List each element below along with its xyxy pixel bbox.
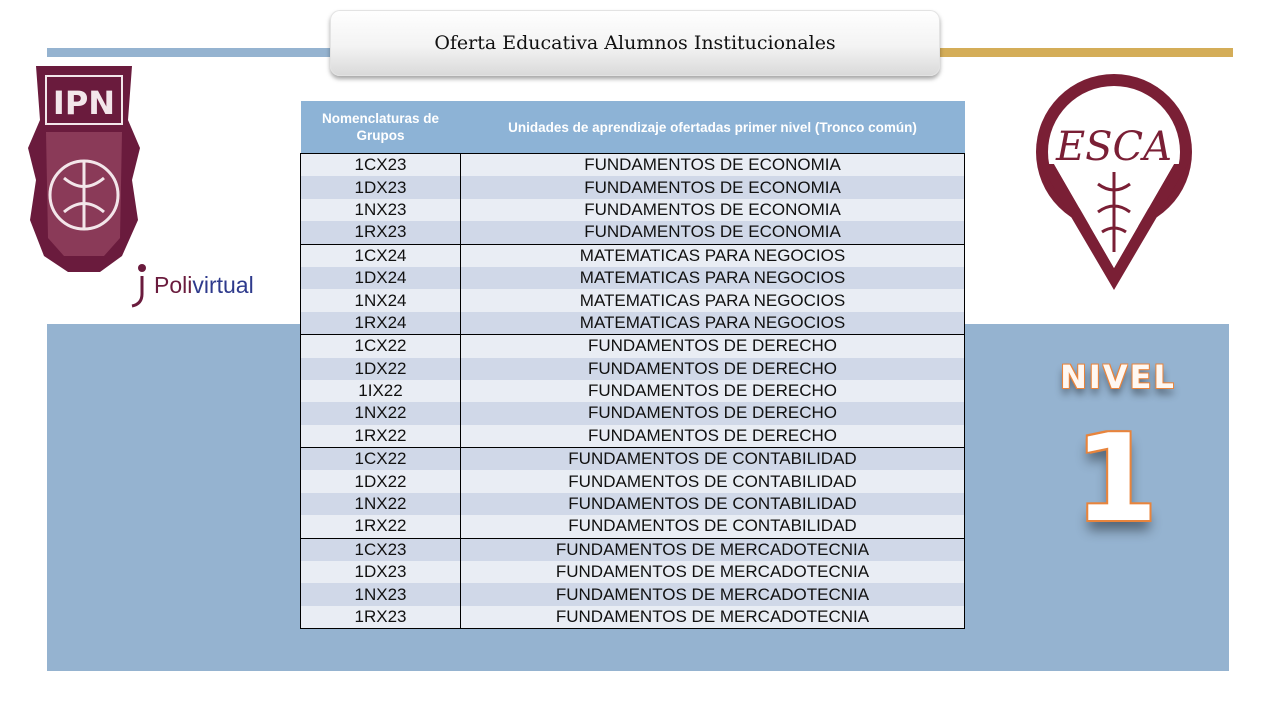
table-row (301, 493, 965, 515)
subject-cell: FUNDAMENTOS DE MERCADOTECNIA (461, 583, 965, 605)
level-label: NIVEL (1060, 358, 1176, 396)
table-row (301, 199, 965, 221)
table-row (301, 312, 965, 335)
group-code-cell: 1DX22 (301, 470, 461, 492)
subject-cell: FUNDAMENTOS DE CONTABILIDAD (461, 448, 965, 471)
table-row (301, 448, 965, 471)
group-code-cell: 1NX23 (301, 199, 461, 221)
group-code-cell: 1CX22 (301, 448, 461, 471)
group-code-cell: 1NX22 (301, 493, 461, 515)
subject-cell: FUNDAMENTOS DE ECONOMIA (461, 221, 965, 244)
group-code-cell: 1NX22 (301, 402, 461, 424)
group-code-cell: 1NX24 (301, 289, 461, 311)
group-code-cell: 1CX22 (301, 335, 461, 358)
table-body (301, 154, 965, 629)
subject-cell: FUNDAMENTOS DE ECONOMIA (461, 154, 965, 177)
subject-cell: MATEMATICAS PARA NEGOCIOS (461, 267, 965, 289)
group-code-cell: 1DX22 (301, 358, 461, 380)
group-code-cell: 1RX22 (301, 515, 461, 538)
group-code-cell: 1CX23 (301, 538, 461, 561)
groups-table-wrapper (300, 101, 965, 629)
group-code-cell: 1RX22 (301, 425, 461, 448)
subject-cell: FUNDAMENTOS DE DERECHO (461, 358, 965, 380)
table-row (301, 358, 965, 380)
group-code-cell: 1DX23 (301, 561, 461, 583)
esca-logo-icon (1028, 72, 1200, 294)
group-code-cell: 1IX22 (301, 380, 461, 402)
groups-table (300, 101, 965, 629)
subject-cell: FUNDAMENTOS DE CONTABILIDAD (461, 515, 965, 538)
subject-cell: FUNDAMENTOS DE MERCADOTECNIA (461, 606, 965, 629)
table-row (301, 538, 965, 561)
subject-cell: FUNDAMENTOS DE DERECHO (461, 425, 965, 448)
table-row (301, 244, 965, 267)
polivirtual-mark-icon (128, 262, 150, 308)
subject-cell: FUNDAMENTOS DE DERECHO (461, 380, 965, 402)
level-number: 1 (1074, 410, 1158, 549)
table-row (301, 425, 965, 448)
group-code-cell: 1NX23 (301, 583, 461, 605)
header-groups: Nomenclaturas de Grupos (301, 101, 461, 154)
subject-cell: FUNDAMENTOS DE CONTABILIDAD (461, 470, 965, 492)
group-code-cell: 1CX24 (301, 244, 461, 267)
title-rule-right (938, 48, 1233, 57)
table-row (301, 380, 965, 402)
group-code-cell: 1RX23 (301, 221, 461, 244)
title-banner (330, 10, 940, 76)
table-row (301, 515, 965, 538)
page-title: Oferta Educativa Alumnos Institucionales (434, 32, 836, 54)
group-code-cell: 1DX23 (301, 176, 461, 198)
polivirtual-logo (128, 262, 278, 308)
subject-cell: MATEMATICAS PARA NEGOCIOS (461, 289, 965, 311)
polivirtual-text: Polivirtual (154, 271, 254, 298)
subject-cell: FUNDAMENTOS DE CONTABILIDAD (461, 493, 965, 515)
subject-cell: FUNDAMENTOS DE MERCADOTECNIA (461, 538, 965, 561)
group-code-cell: 1CX23 (301, 154, 461, 177)
table-row (301, 402, 965, 424)
table-row (301, 154, 965, 177)
table-row (301, 335, 965, 358)
table-row (301, 606, 965, 629)
title-rule-left (47, 48, 335, 57)
subject-cell: MATEMATICAS PARA NEGOCIOS (461, 244, 965, 267)
subject-cell: FUNDAMENTOS DE DERECHO (461, 402, 965, 424)
table-row (301, 289, 965, 311)
subject-cell: FUNDAMENTOS DE MERCADOTECNIA (461, 561, 965, 583)
table-row (301, 176, 965, 198)
table-row (301, 221, 965, 244)
group-code-cell: 1RX24 (301, 312, 461, 335)
subject-cell: FUNDAMENTOS DE ECONOMIA (461, 176, 965, 198)
table-row (301, 583, 965, 605)
subject-cell: MATEMATICAS PARA NEGOCIOS (461, 312, 965, 335)
group-code-cell: 1DX24 (301, 267, 461, 289)
table-row (301, 267, 965, 289)
table-row (301, 561, 965, 583)
header-subjects: Unidades de aprendizaje ofertadas primer nivel (Tronco común) (461, 101, 965, 154)
ipn-logo-text: IPN (52, 84, 116, 122)
table-row (301, 470, 965, 492)
subject-cell: FUNDAMENTOS DE DERECHO (461, 335, 965, 358)
table-header-row (301, 101, 965, 154)
esca-logo-text: ESCA (1055, 124, 1173, 170)
group-code-cell: 1RX23 (301, 606, 461, 629)
ipn-logo-icon (24, 60, 144, 275)
subject-cell: FUNDAMENTOS DE ECONOMIA (461, 199, 965, 221)
